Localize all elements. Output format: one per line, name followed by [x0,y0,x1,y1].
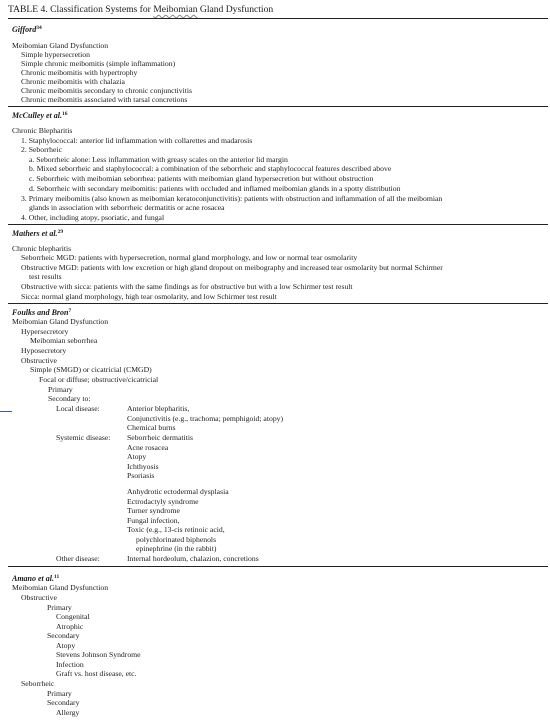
amano-heading [12,573,59,583]
mcculley-line-2: 2. Seborrheic [21,145,62,154]
mcculley-line-3: a. Seborrheic alone: Less inflammation with greasy scales on the anterior lid margin [29,155,288,164]
foulks-systemic-item-3: Ichthyosis [127,462,159,471]
gifford-heading [12,24,42,34]
foulks-line-1: Hypersecretory [21,327,69,336]
mcculley-line-1: 1. Staphylococcal: anterior lid inflammation with collarettes and madarosis [21,136,253,145]
amano-line-2: Primary [47,603,72,612]
table-title-underlined-word: Meibomian [153,4,198,15]
amano-line-10: Seborrheic [21,679,55,688]
foulks-systemic-item-1: Acne rosacea [127,443,169,452]
amano-line-12: Secondary [47,698,80,707]
foulks-more-item-4: Toxic (e.g., 13-cis retinoic acid, [127,525,225,534]
amano-author: Amano et al. [12,574,55,583]
section-divider [8,566,548,567]
mcculley-line-7: 3. Primary meibomitis (also known as meibomian keratoconjunctivitis): patients with obstruction and inflammation of all the meibomian [21,194,443,203]
foulks-systemic-item-0: Seborrheic dermatitis [127,433,193,442]
foulks-systemic-item-4: Psoriasis [127,471,155,480]
foulks-more-item-6: epinephrine (in the rabbit) [136,544,217,553]
amano-line-0: Meibomian Gland Dysfunction [12,583,109,592]
section-divider [8,303,548,304]
amano-line-3: Congenital [56,612,90,621]
foulks-local-item-1: Conjunctivitis (e.g., trachoma; pemphigoid; atopy) [127,414,284,423]
gifford-line-3: Chronic meibomitis with hypertrophy [21,68,138,77]
foulks-more-item-0: Anhydrotic ectodermal dysplasia [127,487,229,496]
gifford-line-2: Simple chronic meibomitis (simple inflammation) [21,59,176,68]
table-title-prefix: TABLE 4. Classification Systems for [8,4,154,15]
table-top-rule [8,18,548,19]
mathers-heading [12,228,63,238]
mcculley-line-0: Chronic Blepharitis [12,126,73,135]
gifford-line-6: Chronic meibomitis associated with tarsal concretions [21,95,188,104]
foulks-author: Foulks and Bron [12,308,69,317]
amano-line-11: Primary [47,689,72,698]
foulks-systemic-label: Systemic disease: [56,433,111,442]
mcculley-author: McCulley et al. [12,111,62,120]
foulks-line-5: Simple (SMGD) or cicatricial (CMGD) [30,365,152,374]
amano-line-4: Atrophic [56,622,84,631]
table-title-suffix: Gland Dysfunction [197,4,274,15]
foulks-line-0: Meibomian Gland Dysfunction [12,317,109,326]
foulks-line-2: Meibomian seborrhea [30,336,98,345]
foulks-more-item-1: Ectrodactyly syndrome [127,497,199,506]
mcculley-line-9: 4. Other, including atopy, psoriatic, and fungal [21,213,165,222]
foulks-line-8: Secondary to: [48,394,91,403]
mathers-line-0: Chronic blepharitis [12,244,72,253]
mathers-line-1: Seborrheic MGD: patients with hypersecretion, normal gland morphology, and low or normal tear osmolarity [21,253,358,262]
gifford-line-4: Chronic meibomitis with chalazia [21,77,125,86]
foulks-line-3: Hyposecretory [21,346,67,355]
mcculley-line-6: d. Seborrheic with secondary meibomitis: patients with occluded and inflamed meibomian glands in a spotty distribution [29,184,401,193]
mcculley-line-8: glands in association with seborrheic dermatitis or acne rosacea [29,203,225,212]
mathers-line-4: Obstructive with sicca: patients with the same findings as for obstructive but with a low Schirmer test result [21,282,353,291]
amano-line-9: Graft vs. host disease, etc. [56,669,137,678]
foulks-local-label: Local disease: [56,404,100,413]
mcculley-ref: 16 [62,111,68,117]
gifford-line-5: Chronic meibomitis secondary to chronic conjunctivitis [21,86,193,95]
amano-line-8: Infection [56,660,84,669]
amano-ref: 11 [54,574,60,580]
margin-mark [0,411,12,412]
table-title [8,4,273,15]
foulks-systemic-item-2: Atopy [127,452,147,461]
amano-line-5: Secondary [47,631,80,640]
section-divider [8,224,548,225]
mathers-line-5: Sicca: normal gland morphology, high tear osmolarity, and low Schirmer test result [21,292,277,301]
mcculley-heading [12,110,68,120]
gifford-author: Gifford [12,25,37,34]
section-divider [8,106,548,107]
foulks-line-7: Primary [48,385,73,394]
gifford-line-0: Meibomian Gland Dysfunction [12,41,109,50]
mathers-line-2: Obstructive MGD: patients with low excretion or high gland dropout on meibography and increased tear osmolarity but normal Schirmer [21,263,443,272]
mathers-author: Mathers et al. [12,229,58,238]
amano-line-1: Obstructive [21,593,57,602]
foulks-line-6: Focal or diffuse; obstructive/cicatricial [39,375,159,384]
amano-line-7: Stevens Johnson Syndrome [56,650,141,659]
amano-line-13: Allergy [56,708,80,717]
foulks-other-item: Internal hordeolum, chalazion, concretions [127,554,259,563]
mathers-ref: 29 [57,229,64,235]
gifford-ref: 34 [36,25,42,31]
mathers-line-3: test results [29,272,62,281]
gifford-line-1: Simple hypersecretion [21,50,90,59]
foulks-line-4: Obstructive [21,356,57,365]
foulks-more-item-5: polychlorinated biphenols [136,535,217,544]
foulks-more-item-2: Turner syndrome [127,506,180,515]
mcculley-line-4: b. Mixed seborrheic and staphylococcal: a combination of the seborrheic and staphylococcal features described above [29,164,392,173]
foulks-heading [12,307,71,317]
amano-line-6: Atopy [56,641,76,650]
foulks-ref: 7 [68,308,72,314]
foulks-more-item-3: Fungal infection, [127,516,180,525]
mcculley-line-5: c. Seborrheic with meibomian seborrhea: patients with meibomian gland hypersecretion but without obstruction [29,174,374,183]
foulks-local-item-2: Chemical burns [127,423,176,432]
foulks-local-item-0: Anterior blepharitis, [127,404,190,413]
foulks-other-label: Other disease: [56,554,100,563]
